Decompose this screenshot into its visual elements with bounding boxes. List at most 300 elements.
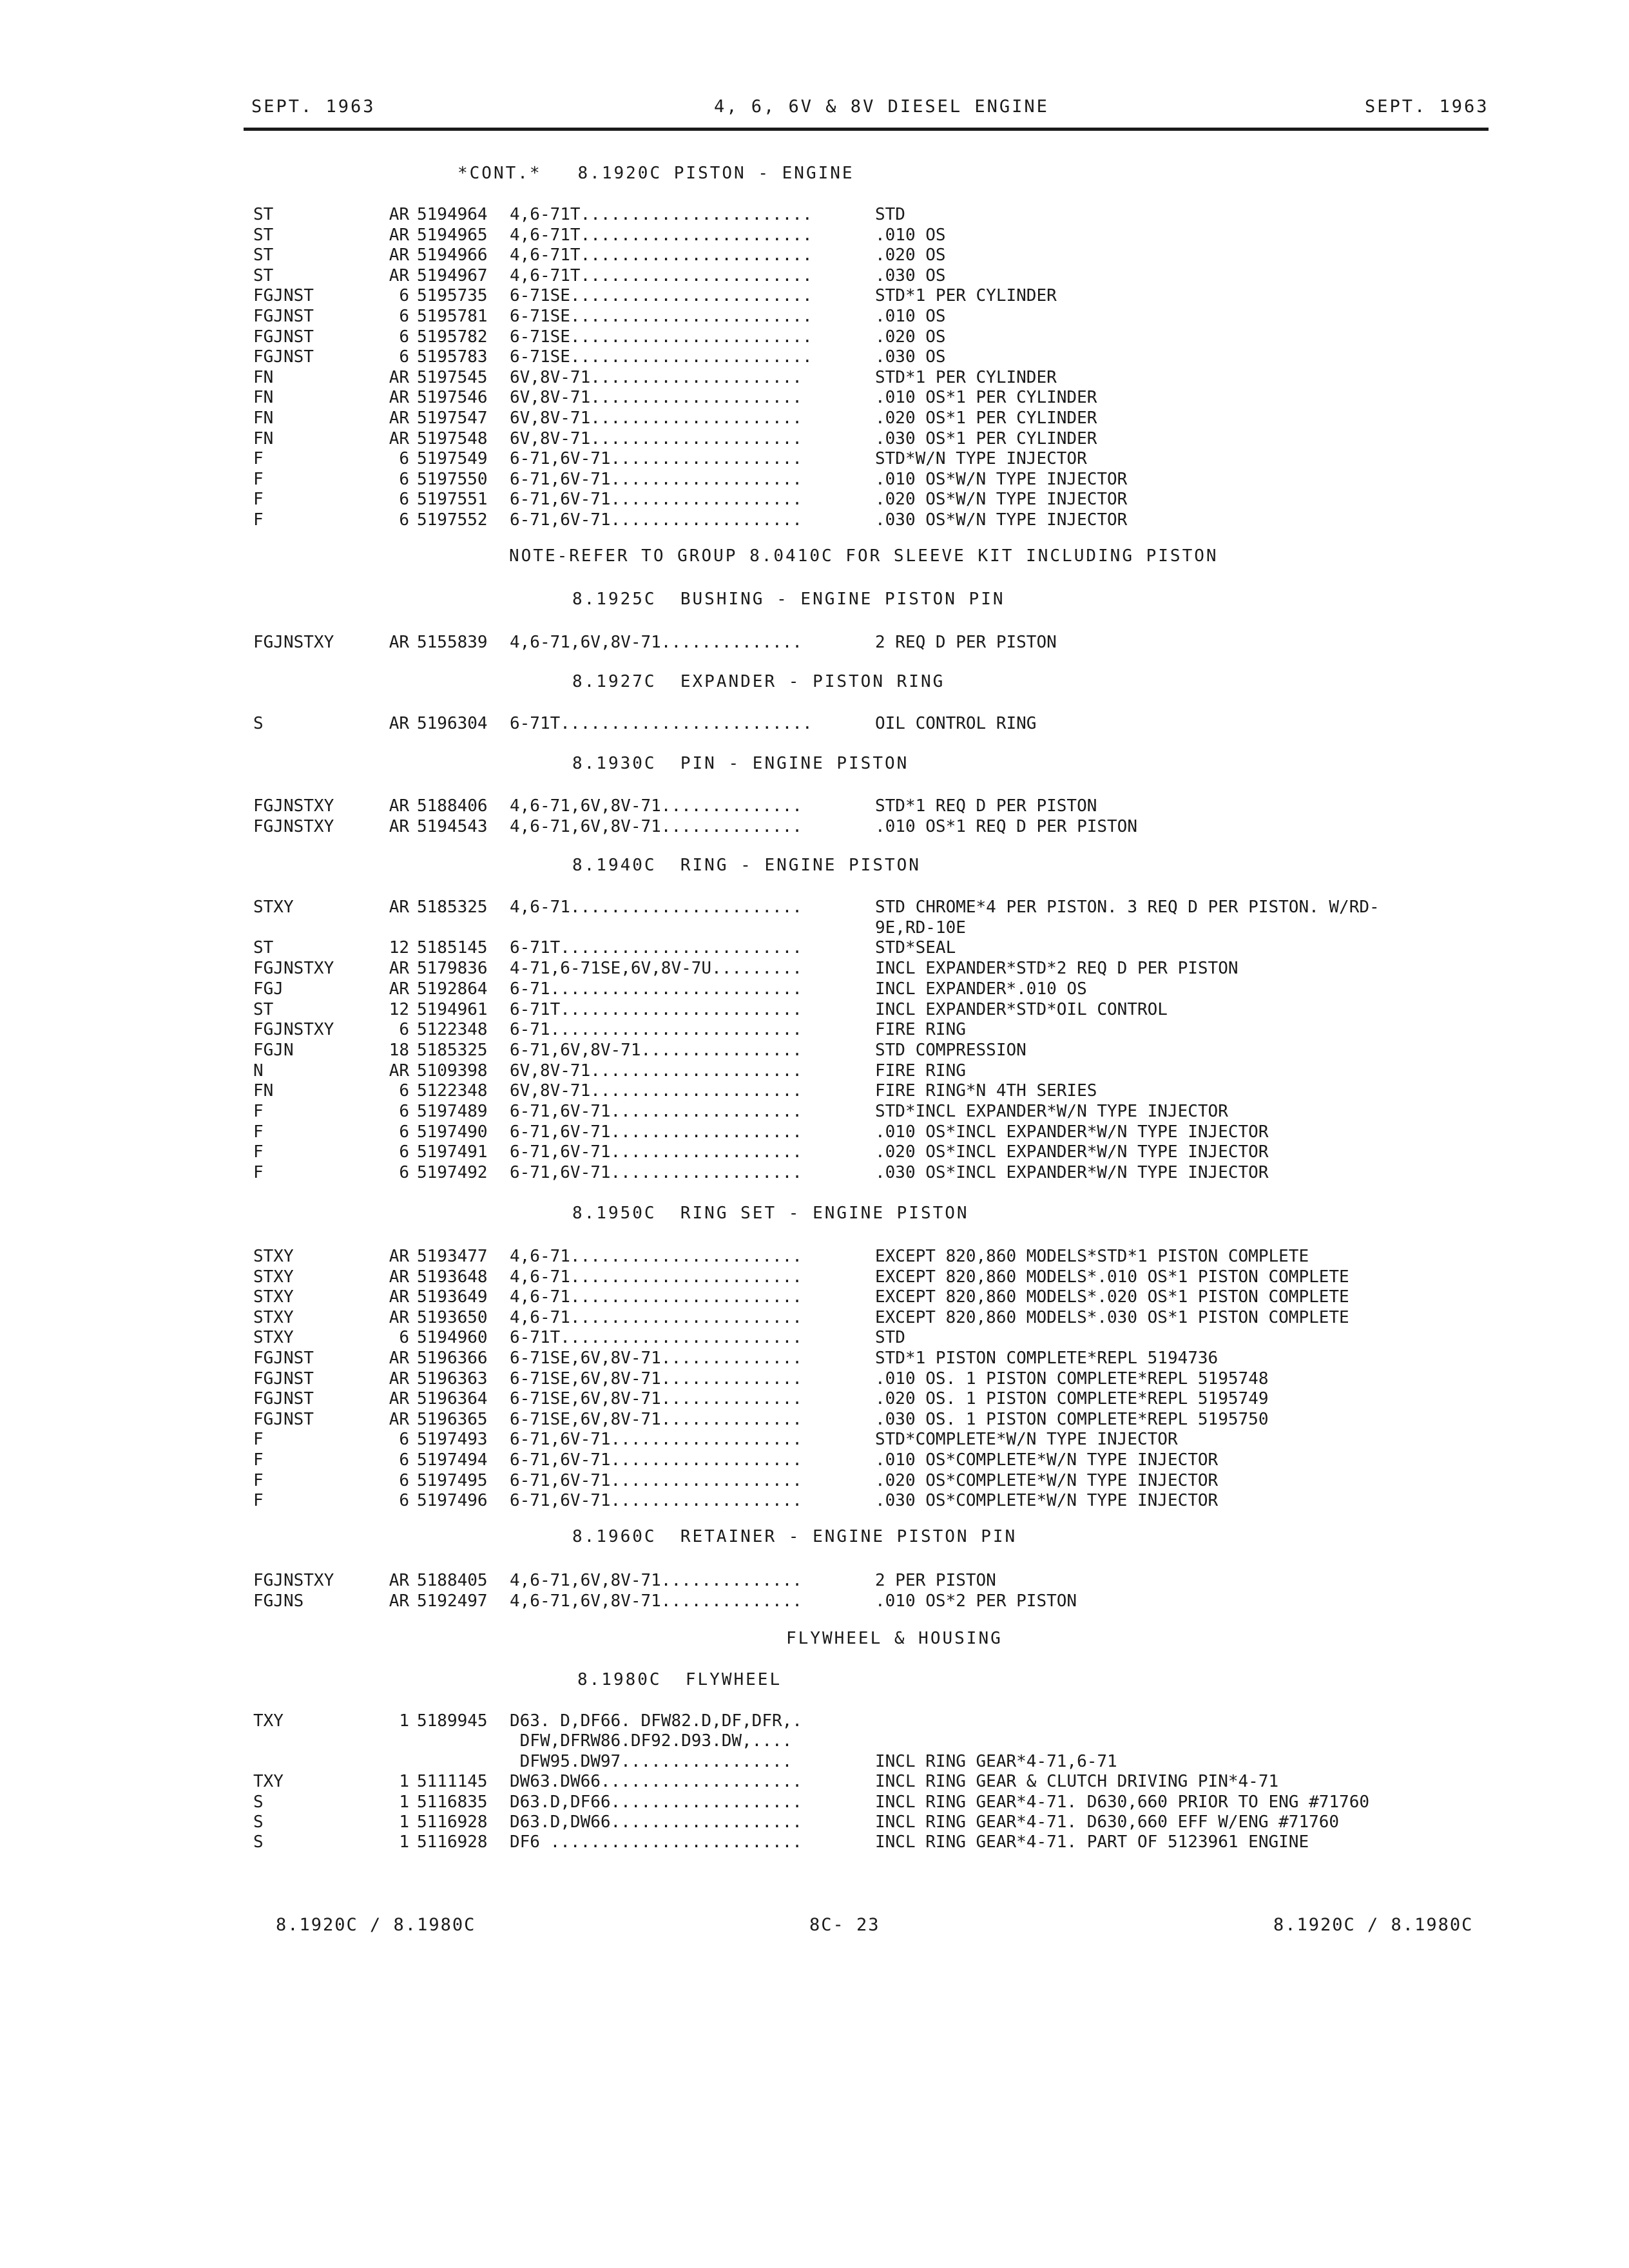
part-number: 5122348 [417,1020,488,1040]
table-row [0,1308,1629,1329]
remarks: .010 OS [875,225,946,245]
remarks: STD*COMPLETE*W/N TYPE INJECTOR [875,1430,1178,1450]
quantity: 6 [399,1163,409,1183]
part-number: 5192864 [417,979,488,999]
part-number: 5193650 [417,1307,488,1327]
remarks: .030 OS*COMPLETE*W/N TYPE INJECTOR [875,1491,1219,1511]
footer-right: 8.1920C / 8.1980C [1273,1915,1474,1935]
remarks: STD*1 PER CYLINDER [875,286,1057,306]
quantity: 6 [399,327,409,347]
model-code: FGJNST [253,1369,314,1389]
application: 6-71SE........................ [510,347,813,367]
remarks: .020 OS*INCL EXPANDER*W/N TYPE INJECTOR [875,1142,1269,1162]
model-code: STXY [253,898,294,917]
model-code: ST [253,265,274,285]
part-number: 5197546 [417,388,488,408]
part-number: 5196364 [417,1389,488,1409]
model-code: FN [253,1081,274,1101]
application: 6-71,6V-71................... [510,1430,802,1450]
table-row [0,1081,1629,1102]
remarks: .010 OS*COMPLETE*W/N TYPE INJECTOR [875,1450,1219,1470]
model-code: F [253,490,264,510]
table-row [0,1591,1629,1612]
model-code: FN [253,388,274,408]
quantity: AR [389,979,409,999]
table-row [0,1041,1629,1061]
part-number: 5197490 [417,1122,488,1142]
part-number: 5155839 [417,633,488,652]
application: 6V,8V-71..................... [510,408,802,428]
part-number: 5122348 [417,1081,488,1101]
table-row [0,1491,1629,1512]
table-row [0,307,1629,327]
table-row [0,1369,1629,1390]
section-title: 8.1925C BUSHING - ENGINE PISTON PIN [572,590,1005,609]
quantity: AR [389,1389,409,1409]
table-row [0,286,1629,307]
remarks: .010 OS*2 PER PISTON [875,1591,1077,1611]
quantity: 1 [399,1711,409,1731]
quantity: AR [389,714,409,733]
part-number: 5197549 [417,449,488,469]
remarks: .010 OS. 1 PISTON COMPLETE*REPL 5195748 [875,1369,1269,1389]
model-code: F [253,1430,264,1450]
model-code: S [253,1832,264,1852]
table-row [0,1163,1629,1184]
part-number: 5197548 [417,428,488,448]
model-code: F [253,1122,264,1142]
quantity: AR [389,1247,409,1266]
part-number: 5185325 [417,1040,488,1060]
model-code: FN [253,408,274,428]
application: 6-71SE,6V,8V-71.............. [510,1409,802,1429]
model-code: F [253,1163,264,1183]
quantity: 6 [399,1081,409,1101]
remarks: STD*1 PER CYLINDER [875,367,1057,387]
section-title: 8.1927C EXPANDER - PISTON RING [572,672,945,691]
application: 4,6-71....................... [510,1287,802,1307]
table-row [0,1287,1629,1308]
model-code: FGJNS [253,1591,304,1611]
remarks: INCL EXPANDER*.010 OS [875,979,1087,999]
part-number: 5195735 [417,286,488,306]
model-code: STXY [253,1307,294,1327]
remarks: STD*1 REQ D PER PISTON [875,796,1097,816]
application: 6V,8V-71..................... [510,1061,802,1081]
application: 4,6-71,6V,8V-71.............. [510,816,802,836]
remarks: INCL RING GEAR*4-71. PART OF 5123961 ENGINE [875,1832,1309,1852]
application: DFW,DFRW86.DF92.D93.DW,.... [510,1731,793,1751]
application: 6-71T........................ [510,938,802,958]
quantity: AR [389,633,409,652]
application: 4,6-71,6V,8V-71.............. [510,1571,802,1590]
application: 6-71,6V-71................... [510,1142,802,1162]
model-code: S [253,714,264,733]
model-code: F [253,1142,264,1162]
quantity: AR [389,1287,409,1307]
application: 6-71,6V-71................... [510,1450,802,1470]
model-code: S [253,1792,264,1812]
part-number: 5197552 [417,510,488,530]
table-row [0,470,1629,490]
table-row [0,898,1629,918]
section-title: FLYWHEEL & HOUSING [786,1629,1003,1648]
application: 4,6-71,6V,8V-71.............. [510,796,802,816]
application: 6-71SE........................ [510,307,813,326]
header-rule [244,128,1489,131]
quantity: AR [389,1061,409,1081]
table-row [0,1328,1629,1349]
model-code: N [253,1061,264,1081]
quantity: 6 [399,1020,409,1040]
quantity: AR [389,428,409,448]
part-number: 5194966 [417,245,488,265]
part-number: 5197489 [417,1102,488,1121]
header-right-date: SEPT. 1963 [1365,97,1489,117]
application: D63.D,DW66................... [510,1812,802,1832]
model-code: FGJNSTXY [253,1020,334,1040]
model-code: STXY [253,1267,294,1287]
part-number: 5116928 [417,1832,488,1852]
table-row [0,1389,1629,1410]
model-code: FGJNST [253,1389,314,1409]
application: 4,6-71T....................... [510,245,813,265]
remarks: INCL EXPANDER*STD*OIL CONTROL [875,999,1168,1019]
table-row [0,226,1629,246]
table-row [0,388,1629,408]
remarks: .010 OS [875,307,946,326]
application: 6-71T........................ [510,1328,802,1348]
quantity: 6 [399,1142,409,1162]
table-row [0,449,1629,470]
remarks: STD [875,1328,905,1348]
application: 4,6-71T....................... [510,265,813,285]
section-title: 8.1960C RETAINER - ENGINE PISTON PIN [572,1527,1017,1546]
remarks: EXCEPT 820,860 MODELS*.030 OS*1 PISTON COMPLETE [875,1307,1349,1327]
remarks: FIRE RING [875,1020,966,1040]
section-note: NOTE-REFER TO GROUP 8.0410C FOR SLEEVE KIT INCLUDING PISTON [509,546,1219,566]
remarks: .020 OS*W/N TYPE INJECTOR [875,490,1128,510]
part-number: 5197494 [417,1450,488,1470]
model-code: FN [253,428,274,448]
part-number: 5179836 [417,959,488,979]
table-row [0,490,1629,510]
quantity: AR [389,1369,409,1389]
part-number: 5197495 [417,1470,488,1490]
part-number: 5196366 [417,1349,488,1368]
remarks: .030 OS*W/N TYPE INJECTOR [875,510,1128,530]
table-row [0,979,1629,1000]
table-row [0,1832,1629,1853]
quantity: AR [389,1591,409,1611]
part-number: 5188406 [417,796,488,816]
section-title: 8.1950C RING SET - ENGINE PISTON [572,1204,969,1223]
part-number: 5197547 [417,408,488,428]
model-code: FGJN [253,1040,294,1060]
table-row [0,1410,1629,1430]
part-number: 5195781 [417,307,488,326]
section-title: 8.1940C RING - ENGINE PISTON [572,856,921,875]
quantity: AR [389,816,409,836]
application: 6V,8V-71..................... [510,1081,802,1101]
remarks: .020 OS [875,245,946,265]
table-row [0,1450,1629,1471]
remarks: STD [875,205,905,224]
remarks: .030 OS*INCL EXPANDER*W/N TYPE INJECTOR [875,1163,1269,1183]
application: 4,6-71....................... [510,1307,802,1327]
model-code: F [253,510,264,530]
model-code: STXY [253,1328,294,1348]
part-number: 5185145 [417,938,488,958]
model-code: FGJNSTXY [253,959,334,979]
application: D63.D,DF66................... [510,1792,802,1812]
part-number: 5196304 [417,714,488,733]
model-code: ST [253,245,274,265]
remarks: EXCEPT 820,860 MODELS*STD*1 PISTON COMPLETE [875,1247,1309,1266]
table-row [0,1061,1629,1082]
part-number: 5195783 [417,347,488,367]
model-code: F [253,1102,264,1121]
table-row [0,1752,1629,1773]
part-number: 5197545 [417,367,488,387]
application: 6-71......................... [510,979,802,999]
model-code: FGJNSTXY [253,796,334,816]
application: 6-71SE,6V,8V-71.............. [510,1349,802,1368]
table-row [0,429,1629,450]
model-code: ST [253,225,274,245]
quantity: AR [389,367,409,387]
table-row [0,714,1629,735]
application: 4-71,6-71SE,6V,8V-7U......... [510,959,802,979]
quantity: 6 [399,1450,409,1470]
remarks: STD*INCL EXPANDER*W/N TYPE INJECTOR [875,1102,1228,1121]
quantity: AR [389,1349,409,1368]
application: 4,6-71,6V,8V-71.............. [510,1591,802,1611]
model-code: STXY [253,1287,294,1307]
remarks: .020 OS*1 PER CYLINDER [875,408,1097,428]
application: DFW95.DW97................. [510,1751,793,1771]
remarks: INCL EXPANDER*STD*2 REQ D PER PISTON [875,959,1239,979]
part-number: 5116928 [417,1812,488,1832]
application: 6-71SE,6V,8V-71.............. [510,1369,802,1389]
quantity: 6 [399,307,409,326]
model-code: F [253,449,264,469]
model-code: FGJNST [253,307,314,326]
application: DW63.DW66.................... [510,1772,802,1792]
table-row [0,633,1629,653]
remarks: 2 REQ D PER PISTON [875,633,1057,652]
table-row [0,1772,1629,1792]
quantity: 6 [399,1430,409,1450]
quantity: 6 [399,1491,409,1511]
table-row [0,1142,1629,1163]
remarks: FIRE RING [875,1061,966,1081]
application: 6-71SE,6V,8V-71.............. [510,1389,802,1409]
remarks: EXCEPT 820,860 MODELS*.010 OS*1 PISTON COMPLETE [875,1267,1349,1287]
model-code: FGJNST [253,1409,314,1429]
part-number: 5188405 [417,1571,488,1590]
quantity: 6 [399,347,409,367]
quantity: 6 [399,1122,409,1142]
application: 6-71......................... [510,1020,802,1040]
application: 4,6-71....................... [510,1247,802,1266]
model-code: FGJNSTXY [253,1571,334,1590]
quantity: 6 [399,449,409,469]
model-code: TXY [253,1772,284,1792]
table-row [0,245,1629,266]
quantity: AR [389,1307,409,1327]
remarks: INCL RING GEAR & CLUTCH DRIVING PIN*4-71 [875,1772,1279,1792]
application: 4,6-71T....................... [510,225,813,245]
table-row [0,1267,1629,1288]
part-number: 5192497 [417,1591,488,1611]
part-number: 5197491 [417,1142,488,1162]
table-row [0,1711,1629,1732]
application: 6V,8V-71..................... [510,388,802,408]
section-title: 8.1930C PIN - ENGINE PISTON [572,754,909,773]
table-row [0,918,1629,939]
part-number: 5197496 [417,1491,488,1511]
part-number: 5185325 [417,898,488,917]
model-code: FGJNSTXY [253,816,334,836]
application: 6-71,6V-71................... [510,469,802,489]
part-number: 5194960 [417,1328,488,1348]
remarks: STD*W/N TYPE INJECTOR [875,449,1087,469]
table-row [0,817,1629,838]
remarks: .010 OS*1 PER CYLINDER [875,388,1097,408]
section-title: 8.1980C FLYWHEEL [577,1670,782,1689]
quantity: AR [389,245,409,265]
table-row [0,1792,1629,1813]
remarks: .010 OS*W/N TYPE INJECTOR [875,469,1128,489]
part-number: 5197551 [417,490,488,510]
table-row [0,1000,1629,1021]
quantity: 6 [399,1328,409,1348]
model-code: STXY [253,1247,294,1266]
model-code: FGJNST [253,1349,314,1368]
remarks: FIRE RING*N 4TH SERIES [875,1081,1097,1101]
quantity: AR [389,796,409,816]
application: 6V,8V-71..................... [510,367,802,387]
quantity: AR [389,1409,409,1429]
model-code: FGJNST [253,286,314,306]
model-code: FGJNST [253,347,314,367]
quantity: 6 [399,1470,409,1490]
application: 6-71T......................... [510,714,813,733]
remarks: .010 OS*INCL EXPANDER*W/N TYPE INJECTOR [875,1122,1269,1142]
model-code: F [253,1470,264,1490]
model-code: F [253,1450,264,1470]
part-number: 5197550 [417,469,488,489]
application: 4,6-71....................... [510,1267,802,1287]
remarks: .020 OS [875,327,946,347]
header-left-date: SEPT. 1963 [251,97,376,117]
section-title: *CONT.* 8.1920C PISTON - ENGINE [458,164,854,183]
part-number: 5194967 [417,265,488,285]
remarks: INCL RING GEAR*4-71. D630,660 EFF W/ENG #71760 [875,1812,1340,1832]
quantity: 6 [399,286,409,306]
remarks: STD*SEAL [875,938,956,958]
quantity: 1 [399,1792,409,1812]
quantity: AR [389,205,409,224]
table-row [0,1020,1629,1041]
table-row [0,266,1629,287]
table-row [0,408,1629,429]
model-code: FGJNST [253,327,314,347]
remarks: OIL CONTROL RING [875,714,1037,733]
application: 6-71,6V-71................... [510,449,802,469]
model-code: ST [253,938,274,958]
model-code: ST [253,999,274,1019]
quantity: AR [389,225,409,245]
remarks: INCL RING GEAR*4-71,6-71 [875,1751,1117,1771]
remarks: .030 OS. 1 PISTON COMPLETE*REPL 5195750 [875,1409,1269,1429]
quantity: 18 [389,1040,409,1060]
table-row [0,1247,1629,1267]
table-row [0,1812,1629,1833]
application: 6-71,6V-71................... [510,510,802,530]
application: DF6 ......................... [510,1832,802,1852]
quantity: 6 [399,510,409,530]
application: 6-71,6V-71................... [510,490,802,510]
table-row [0,327,1629,348]
quantity: AR [389,388,409,408]
application: 4,6-71....................... [510,898,802,917]
model-code: S [253,1812,264,1832]
application: 4,6-71T....................... [510,205,813,224]
footer-page-number: 8C- 23 [809,1915,880,1935]
quantity: AR [389,959,409,979]
application: 6-71,6V-71................... [510,1102,802,1121]
quantity: AR [389,408,409,428]
quantity: 6 [399,490,409,510]
remarks: .010 OS*1 REQ D PER PISTON [875,816,1137,836]
quantity: 1 [399,1832,409,1852]
table-row [0,1349,1629,1369]
table-row [0,1122,1629,1143]
part-number: 5194961 [417,999,488,1019]
remarks: EXCEPT 820,860 MODELS*.020 OS*1 PISTON COMPLETE [875,1287,1349,1307]
quantity: 12 [389,999,409,1019]
remarks: STD COMPRESSION [875,1040,1027,1060]
quantity: 12 [389,938,409,958]
table-row [0,959,1629,979]
application: 6-71T........................ [510,999,802,1019]
part-number: 5193477 [417,1247,488,1266]
model-code: FN [253,367,274,387]
quantity: 6 [399,469,409,489]
part-number: 5193649 [417,1287,488,1307]
application: 6-71,6V-71................... [510,1163,802,1183]
remarks: STD CHROME*4 PER PISTON. 3 REQ D PER PISTON. W/RD- [875,898,1380,917]
application: 6-71SE........................ [510,327,813,347]
model-code: ST [253,205,274,224]
table-row [0,1731,1629,1752]
application: 6-71,6V-71................... [510,1491,802,1511]
application: D63. D,DF66. DFW82.D,DF,DFR,. [510,1711,802,1731]
table-row [0,1571,1629,1591]
remarks: 9E,RD-10E [875,918,966,937]
quantity: 1 [399,1812,409,1832]
quantity: AR [389,898,409,917]
remarks: .030 OS [875,347,946,367]
part-number: 5194964 [417,205,488,224]
remarks: .030 OS [875,265,946,285]
model-code: F [253,1491,264,1511]
remarks: .020 OS*COMPLETE*W/N TYPE INJECTOR [875,1470,1219,1490]
header-title: 4, 6, 6V & 8V DIESEL ENGINE [714,97,1049,117]
remarks: INCL RING GEAR*4-71. D630,660 PRIOR TO ENG #71760 [875,1792,1370,1812]
